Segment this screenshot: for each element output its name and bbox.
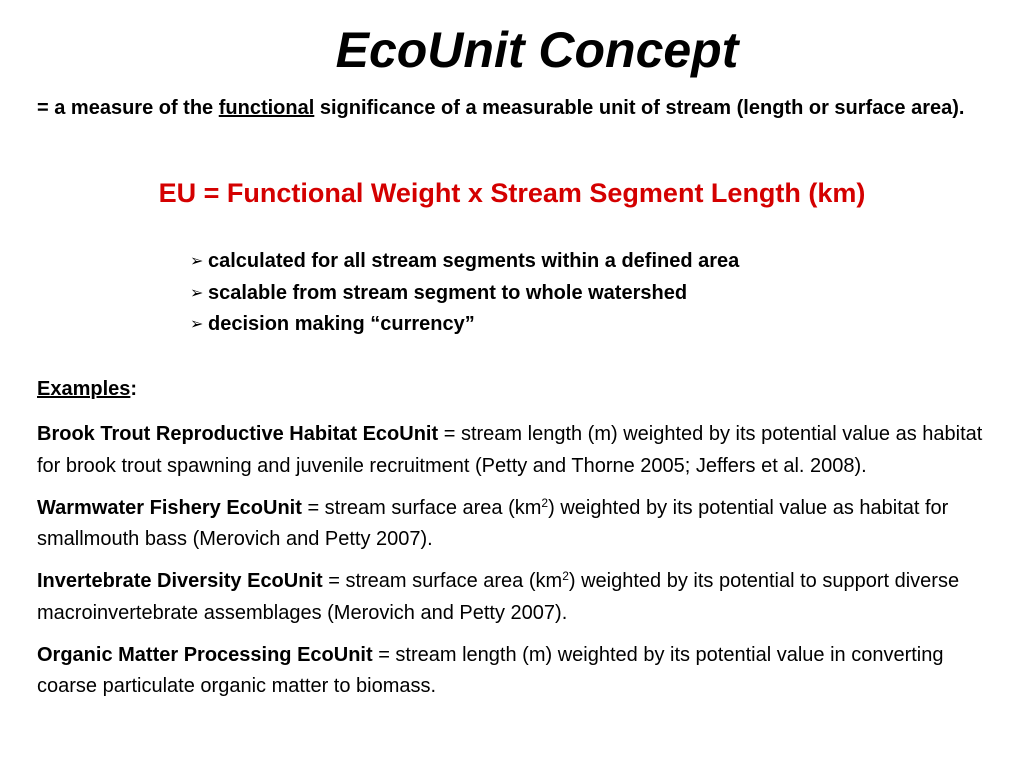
definition-suffix: significance of a measurable unit of stream (length or surface area). [314,97,965,119]
bullet-text: calculated for all stream segments within a defined area [208,250,740,272]
examples-heading [37,375,137,403]
example-description: = stream surface area (km [301,496,542,519]
bullet-text: decision making “currency” [208,313,475,335]
superscript: 2 [541,495,549,510]
definition-prefix: = a measure of the [37,97,219,119]
example-term: Invertebrate Diversity EcoUnit [37,570,323,592]
bullet-text: scalable from stream segment to whole watershed [208,281,688,304]
example-organic-matter [37,640,992,703]
examples-heading-colon: : [130,378,138,400]
example-brook-trout [37,419,992,482]
bullet-item [190,278,739,310]
slide-title: EcoUnit Concept [335,22,739,78]
examples-heading-label: Examples [37,378,131,400]
formula: EU = Functional Weight x Stream Segment Length (km) [158,178,866,208]
example-warmwater-fishery [37,493,992,556]
bullet-item [190,246,739,278]
example-term: Warmwater Fishery EcoUnit [37,496,302,519]
example-term: Brook Trout Reproductive Habitat EcoUnit [37,423,439,445]
example-description: = stream surface area (km [322,570,563,592]
superscript: 2 [562,569,569,583]
arrow-bullet-icon: ➢ [190,253,204,270]
example-description: = stream length (m) weighted by its potential value as habitat for brook trout spawning and juvenile recruitment (Petty and Thorne 2005; Jeffers et al. 2008). [37,423,983,477]
definition-underlined-word: functional [218,97,315,119]
example-term: Organic Matter Processing EcoUnit [37,643,373,666]
arrow-bullet-icon: ➢ [190,284,204,302]
example-description-cont: ) weighted by its potential to support diverse macroinvertebrate assemblages (Merovich and Petty 2007). [37,570,960,624]
bullet-item [190,309,739,341]
arrow-bullet-icon: ➢ [190,316,204,333]
example-description-cont: ) weighted by its potential value as habitat for smallmouth bass (Merovich and Petty 2007). [37,496,949,550]
definition-text [37,93,987,123]
example-description: = stream length (m) weighted by its potential value in converting coarse particulate organic matter to biomass. [37,643,944,697]
examples-list [37,419,992,713]
bullet-list [190,246,739,341]
example-invertebrate-diversity [37,566,992,629]
